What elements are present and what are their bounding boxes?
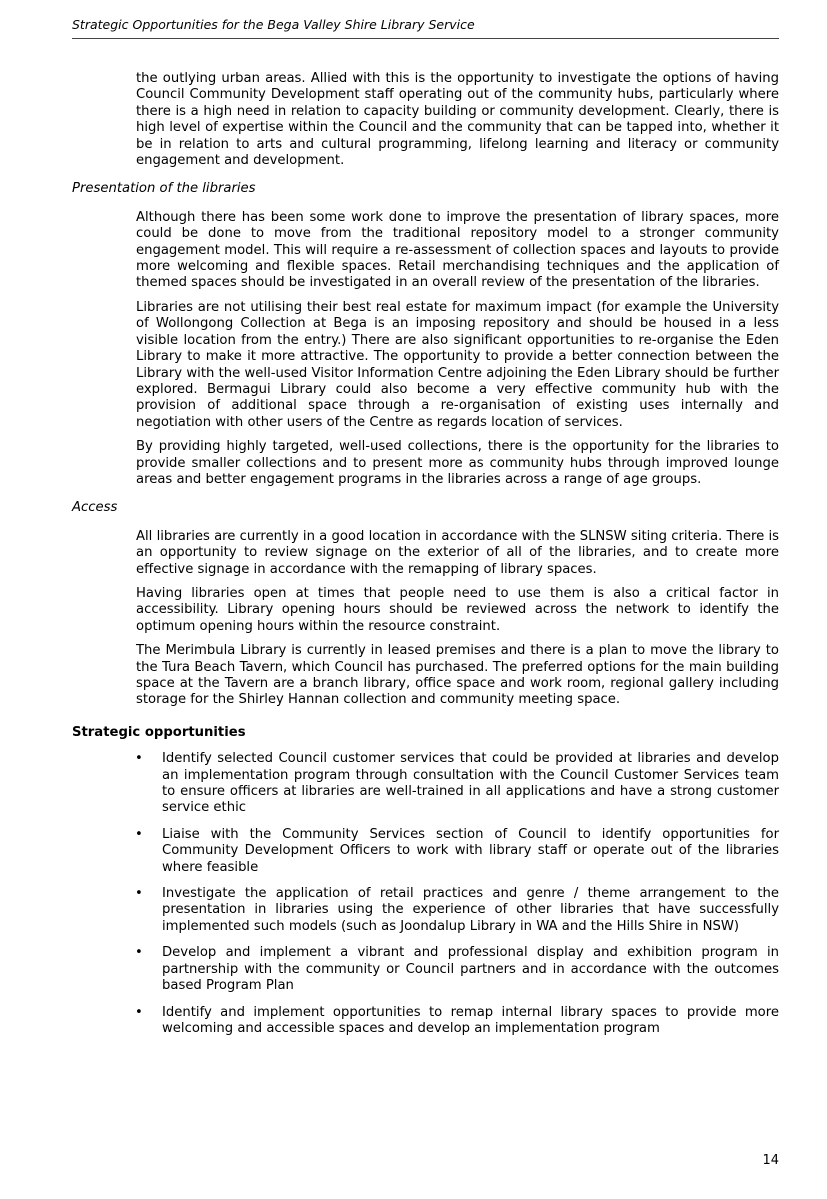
list-item [135, 826, 779, 876]
list-item-text: Identify and implement opportunities to remap internal library spaces to provide more welcoming and accessible spaces and develop an implementation program [162, 1004, 779, 1036]
list-item [135, 1004, 779, 1038]
page-body [72, 71, 779, 1047]
bullet-icon: • [135, 826, 143, 842]
list-item-text: Liaise with the Community Services section of Council to identify opportunities for Community Development Officers to work with library staff or operate out of the libraries where feasible [162, 826, 779, 875]
section-heading-strategic-opportunities: Strategic opportunities [72, 724, 246, 740]
list-item [135, 751, 779, 817]
section-heading-presentation: Presentation of the libraries [72, 181, 256, 197]
list-item [135, 886, 779, 935]
body-paragraph: By providing highly targeted, well-used collections, there is the opportunity for the libraries to provide smaller collections and to present more as community hubs through improved lounge areas and better engagement programs in the libraries across a range of age groups. [136, 439, 779, 487]
list-item-text: Develop and implement a vibrant and professional display and exhibition program in partnership with the community or Council partners and in accordance with the outcomes based Program Plan [162, 945, 779, 994]
body-paragraph: The Merimbula Library is currently in leased premises and there is a plan to move the library to the Tura Beach Tavern, which Council has purchased. The preferred options for the main building space at the Tavern are a branch library, office space and work room, regional gallery including storage for the Shirley Hannan collection and community meeting space. [136, 643, 779, 708]
body-paragraph: Having libraries open at times that people need to use them is also a critical factor in accessibility. Library opening hours should be reviewed across the network to identify the optimum opening hours within the resource constraint. [136, 585, 779, 634]
list-item [135, 945, 779, 994]
body-paragraph: Libraries are not utilising their best real estate for maximum impact (for example the University of Wollongong Collection at Bega is an imposing repository and should be housed in a less visible location from the entry.) There are also significant opportunities to re-organise the Eden Library to make it more attractive. The opportunity to provide a better connection between the Library with the well-used Visitor Information Centre adjoining the Eden Library should be further explored. Bermagui Library could also become a very effective community hub with the provision of additional space through a re-organisation of existing uses internally and negotiation with other users of the Centre as regards location of services. [136, 299, 779, 430]
page-number: 14 [762, 1153, 779, 1168]
section-heading-access: Access [72, 500, 118, 516]
running-header: Strategic Opportunities for the Bega Valley Shire Library Service [72, 17, 475, 32]
bullet-icon: • [135, 886, 143, 902]
bullet-icon: • [135, 1004, 143, 1020]
body-paragraph: All libraries are currently in a good location in accordance with the SLNSW siting criteria. There is an opportunity to review signage on the exterior of all of the libraries, and to create more effective signage in accordance with the remapping of library spaces. [136, 528, 779, 577]
body-paragraph: Although there has been some work done to improve the presentation of library spaces, more could be done to move from the traditional repository model to a stronger community engagement model. This will require a re-assessment of collection spaces and layouts to provide more welcoming and flexible spaces. Retail merchandising techniques and the application of themed spaces should be investigated in an overall review of the presentation of the libraries. [136, 209, 779, 291]
list-item-text: Investigate the application of retail practices and genre / theme arrangement to the presentation in libraries using the experience of other libraries that have successfully implemented such models (such as Joondalup Library in WA and the Hills Shire in NSW) [162, 886, 779, 934]
strategic-opportunities-list [72, 751, 779, 1037]
body-paragraph: the outlying urban areas. Allied with this is the opportunity to investigate the options of having Council Community Development staff operating out of the community hubs, particularly where there is a high need in relation to capacity building or community development. Clearly, there is high level of expertise within the Council and the community that can be tapped into, whether it be in relation to arts and cultural programming, lifelong learning and literacy or community engagement and development. [136, 71, 779, 169]
bullet-icon: • [135, 945, 143, 961]
list-item-text: Identify selected Council customer services that could be provided at libraries and develop an implementation program through consultation with the Council Customer Services team to ensure officers at libraries are well-trained in all applications and have a strong customer service ethic [162, 751, 779, 816]
header-rule [72, 38, 779, 39]
bullet-icon: • [135, 751, 143, 767]
